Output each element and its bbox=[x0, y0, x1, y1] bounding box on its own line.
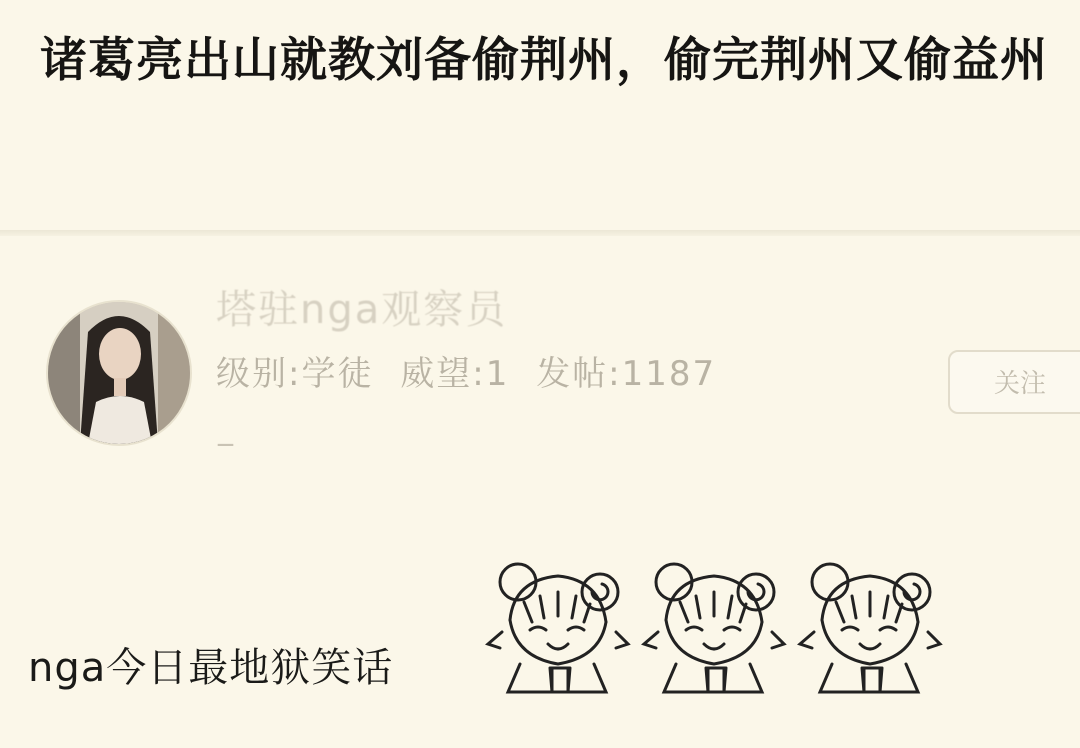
post-title: 诸葛亮出山就教刘备偷荆州，偷完荆州又偷益州 bbox=[40, 33, 1048, 88]
user-post-count: 发帖:1187 bbox=[536, 354, 717, 394]
user-reputation: 威望:1 bbox=[400, 354, 510, 394]
laughing-girl-sticker-icon bbox=[480, 552, 635, 702]
follow-button[interactable]: 关注 bbox=[948, 350, 1080, 414]
user-signature: _ bbox=[218, 412, 233, 447]
user-stats bbox=[216, 346, 730, 395]
author-card bbox=[0, 236, 1080, 496]
reply-text: nga今日最地狱笑话 bbox=[28, 645, 394, 691]
laughing-girl-sticker-icon bbox=[792, 552, 947, 702]
user-level: 级别:学徒 bbox=[216, 354, 374, 394]
sticker-group bbox=[480, 552, 950, 702]
laughing-girl-sticker-icon bbox=[636, 552, 791, 702]
username[interactable]: 塔驻nga观察员 bbox=[216, 287, 508, 333]
avatar-image bbox=[48, 302, 190, 444]
avatar[interactable] bbox=[46, 300, 192, 446]
